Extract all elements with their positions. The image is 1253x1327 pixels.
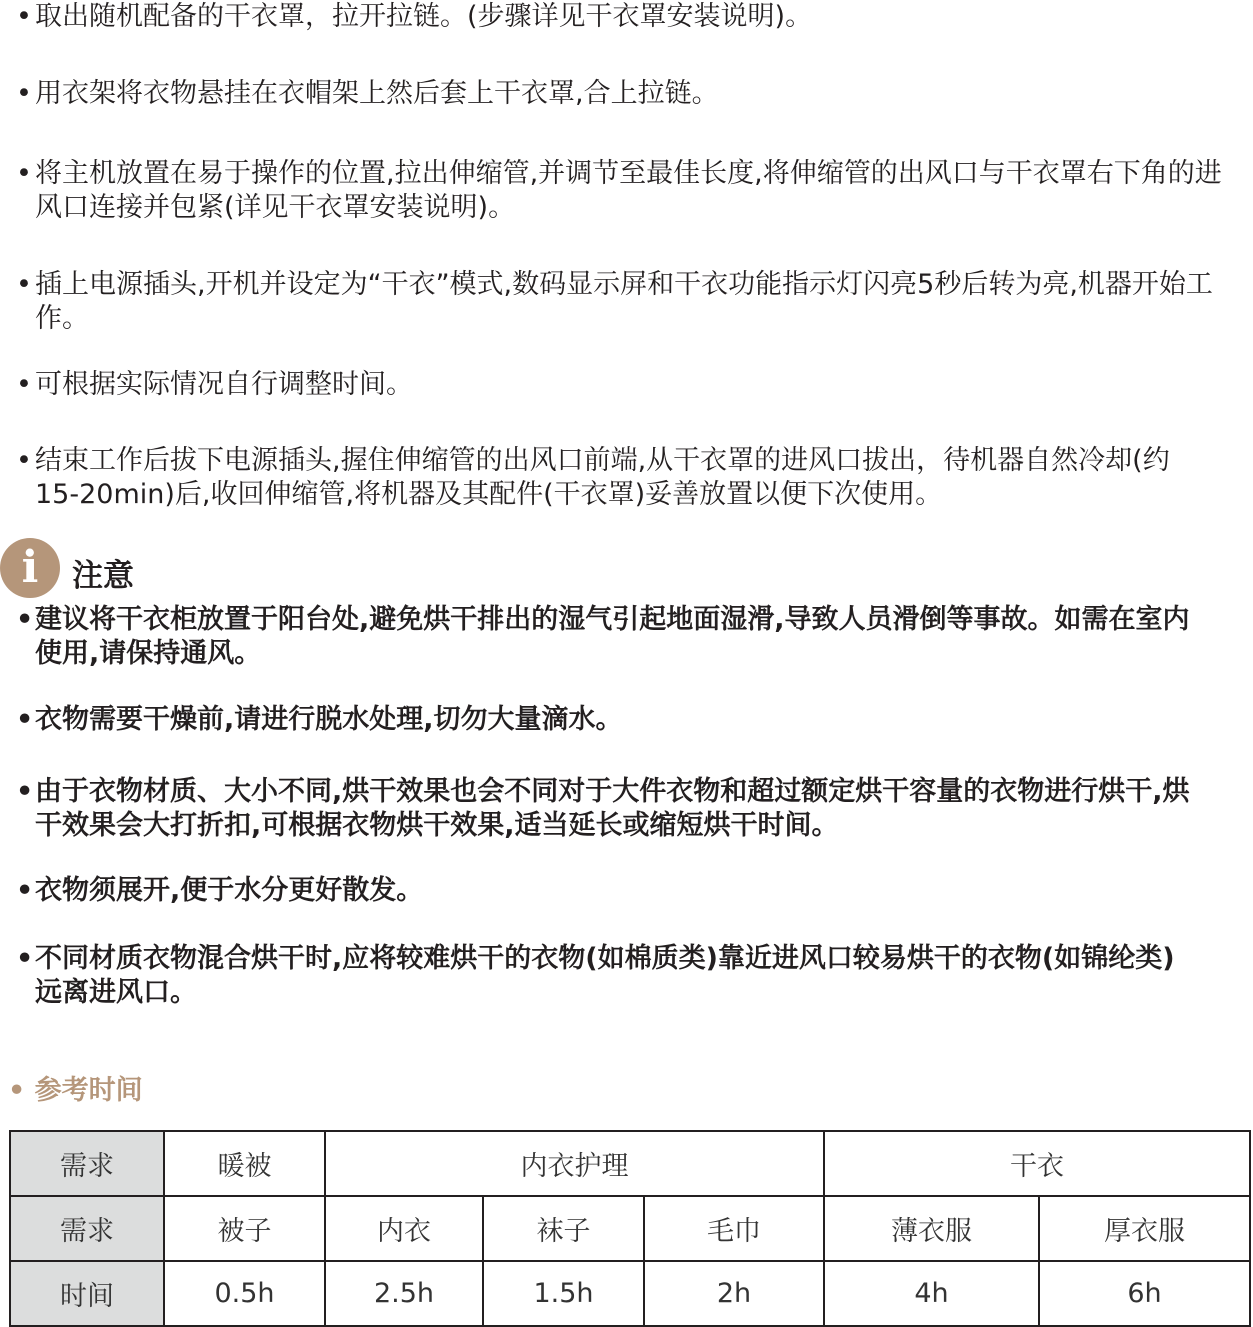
step-text: 将主机放置在易于操作的位置,拉出伸缩管,并调节至最佳长度,将伸缩管的出风口与干衣罩右下角的进风口连接并包紧(详见干衣罩安装说明)。 — [35, 158, 1222, 223]
reference-title: • 参考时间 — [8, 1075, 143, 1106]
bullet: • — [16, 875, 34, 906]
table-cell: 内衣 — [325, 1196, 483, 1261]
note-text: 衣物需要干燥前,请进行脱水处理,切勿大量滴水。 — [35, 704, 623, 735]
step-text: 用衣架将衣物悬挂在衣帽架上然后套上干衣罩,合上拉链。 — [35, 78, 719, 109]
bullet: • — [16, 158, 32, 189]
bullet: • — [16, 776, 34, 807]
bullet: • — [16, 1, 32, 32]
table-header-cell: 需求 — [10, 1196, 164, 1261]
note-text: 不同材质衣物混合烘干时,应将较难烘干的衣物(如棉质类)靠近进风口较易烘干的衣物(如锦纶类)远离进风口。 — [35, 943, 1175, 1008]
table-cell: 袜子 — [483, 1196, 644, 1261]
table-row — [10, 1196, 1250, 1261]
table-cell: 薄衣服 — [824, 1196, 1039, 1261]
reference-time-table — [9, 1130, 1251, 1327]
table-cell: 暖被 — [164, 1131, 325, 1196]
table-cell: 厚衣服 — [1039, 1196, 1250, 1261]
bullet: • — [16, 943, 34, 974]
table-cell: 被子 — [164, 1196, 325, 1261]
note-item — [16, 775, 1201, 843]
table-cell: 干衣 — [824, 1131, 1250, 1196]
table-cell: 内衣护理 — [325, 1131, 824, 1196]
bullet: • — [16, 78, 32, 109]
table-cell: 2.5h — [325, 1261, 483, 1326]
table-cell: 毛巾 — [644, 1196, 824, 1261]
table-cell: 4h — [824, 1261, 1039, 1326]
note-item — [16, 603, 1201, 671]
note-title: 注意 — [72, 558, 134, 594]
note-item — [16, 942, 1176, 1010]
step-item — [16, 444, 1196, 512]
step-item — [16, 0, 1246, 34]
note-heading — [0, 536, 300, 600]
step-text: 结束工作后拔下电源插头,握住伸缩管的出风口前端,从干衣罩的进风口拔出，待机器自然冷却(约15-20min)后,收回伸缩管,将机器及其配件(干衣罩)妥善放置以便下次使用。 — [35, 445, 1170, 510]
bullet: • — [16, 604, 34, 635]
table-row — [10, 1261, 1250, 1326]
step-text: 取出随机配备的干衣罩，拉开拉链。(步骤详见干衣罩安装说明)。 — [35, 1, 813, 32]
note-item — [16, 874, 1246, 908]
step-item — [16, 77, 1246, 111]
note-text: 由于衣物材质、大小不同,烘干效果也会不同对于大件衣物和超过额定烘干容量的衣物进行烘干,烘干效果会大打折扣,可根据衣物烘干效果,适当延长或缩短烘干时间。 — [35, 776, 1190, 841]
table-cell: 2h — [644, 1261, 824, 1326]
bullet: • — [16, 369, 32, 400]
bullet: • — [16, 445, 32, 476]
table-header-cell: 时间 — [10, 1261, 164, 1326]
step-item — [16, 368, 1246, 402]
step-item — [16, 157, 1246, 225]
note-text: 衣物须展开,便于水分更好散发。 — [35, 875, 424, 906]
table-header-cell: 需求 — [10, 1131, 164, 1196]
note-text: 建议将干衣柜放置于阳台处,避免烘干排出的湿气引起地面湿滑,导致人员滑倒等事故。如需在室内使用,请保持通风。 — [35, 604, 1190, 669]
table-cell: 1.5h — [483, 1261, 644, 1326]
step-text: 可根据实际情况自行调整时间。 — [35, 369, 413, 400]
note-item — [16, 703, 1246, 737]
step-text: 插上电源插头,开机并设定为“干衣”模式,数码显示屏和干衣功能指示灯闪亮5秒后转为亮,机器开始工作。 — [35, 269, 1213, 334]
table-cell: 6h — [1039, 1261, 1250, 1326]
table-cell: 0.5h — [164, 1261, 325, 1326]
info-icon: i — [0, 538, 60, 598]
bullet: • — [16, 704, 34, 735]
step-item — [16, 268, 1246, 336]
bullet: • — [16, 269, 32, 300]
table-row — [10, 1131, 1250, 1196]
